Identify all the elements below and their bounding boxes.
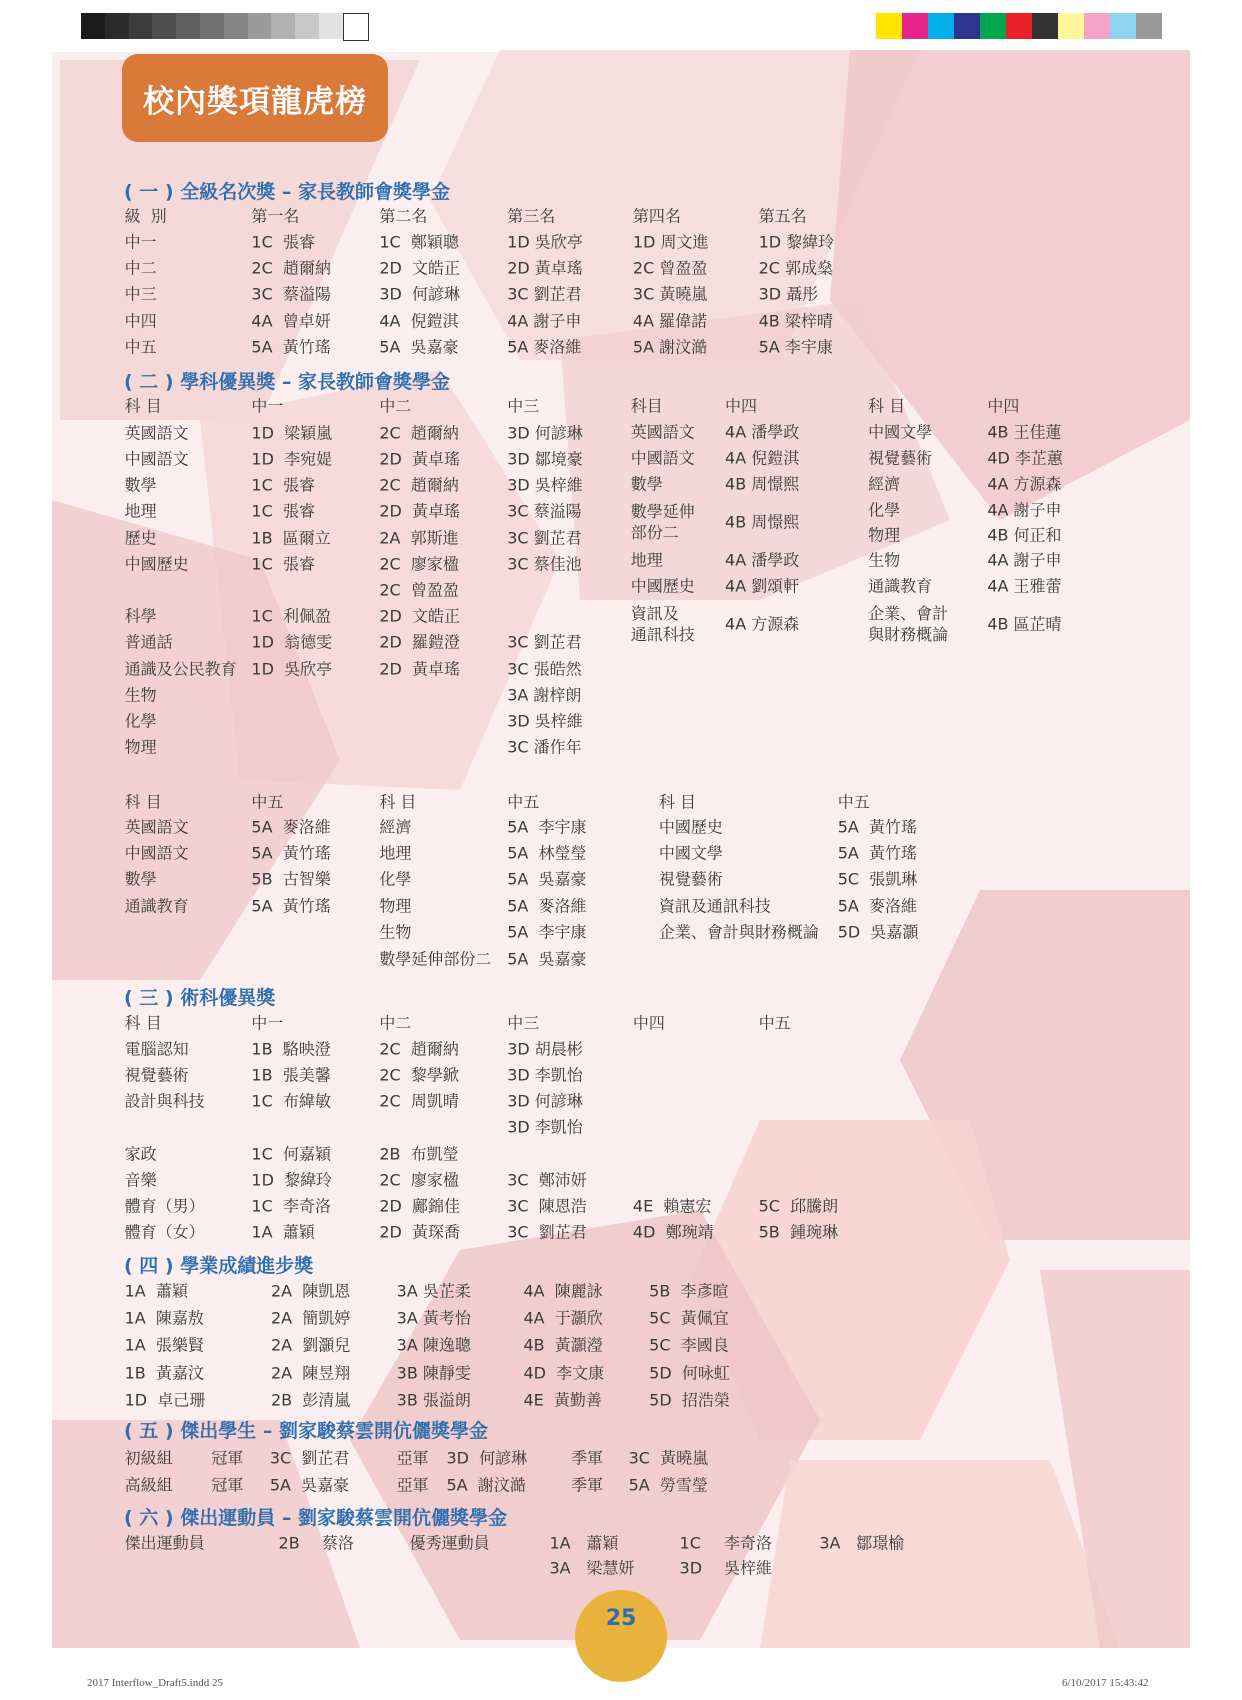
table-cell: 資訊及通訊科技 [658,896,771,916]
table-cell: 5D 吳嘉灝 [837,922,919,942]
table-cell: 5A 黃竹瑤 [837,817,918,837]
table-cell: 3D 李凱怡 [507,1065,583,1085]
table-cell: 2D 黃卓瑤 [507,258,583,278]
table-cell: 1B 黃嘉汶 [124,1363,204,1383]
section-title-arts-excellence: ( 三 ) 術科優異獎 [124,987,276,1009]
table-cell: 2C 曾盈盈 [379,580,459,600]
table-cell: 2D 鄺錦佳 [379,1196,460,1216]
table-cell: 1C 何嘉穎 [251,1144,331,1164]
table-cell: 化學 [868,500,901,520]
gray-swatch [224,13,248,39]
table-cell: 地理 [379,843,412,863]
table-cell: 英國語文 [124,817,189,837]
table-cell: 亞軍 [396,1448,429,1468]
table-cell: 5B 鍾琬琳 [758,1222,838,1242]
table-cell: 4E 黃勤善 [523,1390,602,1410]
table-header-cell: 中四 [632,1013,665,1033]
table-cell: 中國語文 [124,843,189,863]
section-title-outstanding-student: ( 五 ) 傑出學生 – 劉家駿蔡雲開伉儷獎學金 [124,1420,488,1442]
table-cell: 生物 [379,922,412,942]
table-cell: 3D [679,1558,703,1578]
table-cell: 2C 周凱晴 [379,1091,459,1111]
table-cell: 2B [278,1533,300,1553]
table-cell: 5A 謝汶澔 [446,1475,526,1495]
table-cell: 中三 [124,284,157,304]
color-swatch [1032,13,1058,39]
table-cell: 吳梓維 [723,1558,772,1578]
table-header-cell: 中二 [379,1013,412,1033]
table-cell: 亞軍 [396,1475,429,1495]
table-cell: 1C 張睿 [251,501,315,521]
table-cell: 4B 梁梓晴 [758,311,833,331]
color-swatch [902,13,928,39]
table-cell: 1A 蕭穎 [124,1281,188,1301]
table-cell: 數學 [630,474,663,494]
table-cell: 視覺藝術 [124,1065,189,1085]
table-cell: 2C 黎學鍁 [379,1065,459,1085]
table-cell: 體育（男） [124,1196,205,1216]
table-cell: 1C 張睿 [251,475,315,495]
table-cell: 3C 蔡溢陽 [507,501,582,521]
table-cell: 1D 吳欣亭 [507,232,583,252]
table-cell: 化學 [124,711,157,731]
table-header-cell: 中五 [507,792,540,812]
table-cell: 3C 黃曉嵐 [632,284,708,304]
table-cell: 3D 吳梓維 [507,475,583,495]
table-cell: 通識教育 [868,576,933,596]
table-cell: 3C 蔡佳池 [507,554,582,574]
table-cell: 蔡洛 [321,1533,354,1553]
table-cell: 3C 劉芷君 [507,632,582,652]
page-title: 校內獎項龍虎榜 [122,54,388,142]
table-cell: 5A 吳嘉豪 [507,949,587,969]
table-cell: 5A 黃竹瑤 [251,896,331,916]
table-cell: 英國語文 [630,422,695,442]
table-cell: 梁慧妍 [586,1558,635,1578]
table-cell: 4B 周憬熙 [725,512,800,532]
table-cell: 英國語文 [124,423,189,443]
table-cell: 3D 聶彤 [758,284,819,304]
table-cell: 2A 劉灝兒 [270,1335,351,1355]
table-header-cell: 第二名 [379,206,428,226]
table-cell: 1D 黎緯玲 [251,1170,333,1190]
table-cell: 5A 李宇康 [758,337,833,357]
color-swatch [1084,13,1110,39]
table-header-cell: 中一 [251,396,284,416]
table-cell: 4A 方源森 [987,474,1062,494]
table-cell: 企業、會計 與財務概論 [868,604,949,645]
table-cell: 季軍 [571,1475,604,1495]
table-header-cell: 中五 [251,792,284,812]
table-cell: 5C 李國良 [649,1335,729,1355]
table-cell: 3A [819,1533,841,1553]
table-cell: 1C 李奇洛 [251,1196,331,1216]
table-cell: 3C 劉芷君 [507,528,582,548]
table-cell: 3D 胡晨彬 [507,1039,583,1059]
table-cell: 4A 劉頌軒 [725,576,800,596]
gray-swatch [295,13,319,39]
table-cell: 物理 [868,525,901,545]
table-cell: 2B 布凱瑩 [379,1144,459,1164]
footer-timestamp: 6/10/2017 15:43:42 [1062,1677,1149,1689]
table-cell: 4A 潘學政 [725,550,800,570]
table-cell: 通識教育 [124,896,189,916]
table-cell: 3C 陳恩浩 [507,1196,587,1216]
table-cell: 數學 [124,869,157,889]
table-cell: 2D 文皓正 [379,258,460,278]
gray-swatch [129,13,153,39]
table-cell: 2C 廖家楹 [379,554,459,574]
table-header-cell: 第一名 [251,206,300,226]
table-cell: 地理 [630,550,663,570]
table-cell: 物理 [124,737,157,757]
table-cell: 2D 黃卓瑤 [379,659,460,679]
table-cell: 3C 蔡溢陽 [251,284,331,304]
table-cell: 歷史 [124,528,157,548]
table-cell: 4A 陳麗詠 [523,1281,603,1301]
table-cell: 生物 [868,550,901,570]
table-cell: 3D 鄒境豪 [507,449,583,469]
table-cell: 1D 李宛媞 [251,449,333,469]
gray-swatch [319,13,343,39]
section-title-progress-award: ( 四 ) 學業成績進步獎 [124,1255,314,1277]
gray-swatch [152,13,176,39]
table-header-cell: 中五 [758,1013,791,1033]
table-cell: 2C 曾盈盈 [632,258,708,278]
table-cell: 1B 張美馨 [251,1065,331,1085]
page-number: 25 [575,1590,667,1682]
table-cell: 中國歷史 [124,554,189,574]
table-cell: 4B 王佳蓮 [987,422,1062,442]
gray-swatch [343,13,369,41]
table-cell: 4D 李文康 [523,1363,605,1383]
table-cell: 5B 古智樂 [251,869,331,889]
table-cell: 1C 張睿 [251,232,315,252]
table-cell: 視覺藝術 [868,448,933,468]
table-cell: 物理 [379,896,412,916]
table-header-cell: 中四 [725,396,758,416]
table-cell: 1A [549,1533,571,1553]
table-cell: 5A 黃竹瑤 [251,843,331,863]
table-cell: 3D 何諺琳 [507,423,583,443]
table-cell: 4B 周憬熙 [725,474,800,494]
table-cell: 4A 曾卓妍 [251,311,331,331]
table-cell: 2C 郭成燊 [758,258,834,278]
table-cell: 1A 陳嘉敖 [124,1308,204,1328]
gray-swatch [105,13,129,39]
table-cell: 科學 [124,606,157,626]
table-cell: 傑出運動員 [124,1533,205,1553]
table-cell: 4E 賴憲宏 [632,1196,712,1216]
color-swatch [876,13,902,39]
table-cell: 5C 張凱琳 [837,869,918,889]
table-cell: 2C 趙爾納 [379,423,459,443]
table-cell: 2C 廖家楹 [379,1170,459,1190]
table-cell: 中二 [124,258,157,278]
table-cell: 4A 謝子申 [987,550,1062,570]
table-header-cell: 科 目 [868,396,906,416]
table-cell: 3A 吳芷柔 [396,1281,471,1301]
table-cell: 4A 倪鎧淇 [725,448,800,468]
table-cell: 5A 黃竹瑤 [251,337,331,357]
table-cell: 冠軍 [211,1475,244,1495]
table-cell: 2A 簡凱婷 [270,1308,351,1328]
table-cell: 中國語文 [124,449,189,469]
table-header-cell: 中五 [837,792,870,812]
table-cell: 電腦認知 [124,1039,189,1059]
table-cell: 3C 劉芷君 [507,284,582,304]
table-cell: 地理 [124,501,157,521]
table-cell: 中國語文 [630,448,695,468]
table-cell: 5A 李宇康 [507,922,587,942]
table-cell: 中五 [124,337,157,357]
table-cell: 4A 謝子申 [507,311,582,331]
table-header-cell: 科 目 [124,396,162,416]
table-cell: 4D 鄭琬靖 [632,1222,714,1242]
table-cell: 企業、會計與財務概論 [658,922,819,942]
table-cell: 2C 趙爾納 [379,1039,459,1059]
table-cell: 1B 區爾立 [251,528,331,548]
table-cell: 3D 何諺琳 [507,1091,583,1111]
table-cell: 3A 謝梓朗 [507,685,582,705]
footer-file-label: 2017 Interflow_Draft5.indd 25 [87,1677,223,1689]
gray-swatch [81,13,105,39]
table-cell: 5C 黃佩宜 [649,1308,729,1328]
table-header-cell: 級 別 [124,206,167,226]
table-cell: 中一 [124,232,157,252]
gray-swatch [248,13,272,39]
table-cell: 1D 周文進 [632,232,709,252]
table-cell: 中國文學 [868,422,933,442]
table-cell: 經濟 [868,474,901,494]
table-cell: 2D 文皓正 [379,606,460,626]
table-cell: 通識及公民教育 [124,659,237,679]
gray-swatch [271,13,295,39]
table-cell: 1A 張樂賢 [124,1335,204,1355]
table-cell: 3A 陳逸聰 [396,1335,471,1355]
table-header-cell: 中二 [379,396,412,416]
table-cell: 2D 黃卓瑤 [379,501,460,521]
table-header-cell: 科 目 [124,792,162,812]
table-cell: 李奇洛 [723,1533,772,1553]
table-cell: 3B 張溢朗 [396,1390,471,1410]
table-cell: 生物 [124,685,157,705]
table-cell: 1D 翁德雯 [251,632,333,652]
table-header-cell: 中三 [507,396,540,416]
color-swatch [954,13,980,39]
table-cell: 5A 李宇康 [507,817,587,837]
table-header-cell: 第三名 [507,206,556,226]
color-swatch [1006,13,1032,39]
table-cell: 冠軍 [211,1448,244,1468]
table-cell: 3B 陳靜雯 [396,1363,471,1383]
table-cell: 5A 林瑩瑩 [507,843,587,863]
table-cell: 2D 黃卓瑤 [379,449,460,469]
table-header-cell: 科 目 [379,792,417,812]
table-cell: 2A 郭斯進 [379,528,459,548]
table-cell: 5A 勞雪瑩 [628,1475,708,1495]
table-header-cell: 中一 [251,1013,284,1033]
table-cell: 5A 麥洛維 [507,337,582,357]
color-swatch [1136,13,1162,39]
table-cell: 季軍 [571,1448,604,1468]
table-cell: 5D 招浩榮 [649,1390,730,1410]
table-cell: 3A [549,1558,571,1578]
table-cell: 5B 李彥暄 [649,1281,729,1301]
table-cell: 4A 方源森 [725,614,800,634]
color-swatch [980,13,1006,39]
table-cell: 1B 駱映澄 [251,1039,331,1059]
table-cell: 3D 何諺琳 [379,284,460,304]
table-cell: 4B 區芷晴 [987,614,1062,634]
table-cell: 數學 [124,475,157,495]
table-cell: 1A 蕭穎 [251,1222,315,1242]
table-cell: 1C 布緯敏 [251,1091,331,1111]
table-cell: 5A 麥洛維 [837,896,918,916]
table-cell: 3D 吳梓維 [507,711,583,731]
table-cell: 4A 羅偉諾 [632,311,708,331]
table-cell: 2B 彭清嵐 [270,1390,351,1410]
table-cell: 3C 潘作年 [507,737,582,757]
table-cell: 高級組 [124,1475,173,1495]
table-cell: 3C 鄭沛妍 [507,1170,587,1190]
table-cell: 1C [679,1533,701,1553]
table-cell: 數學延伸部份二 [379,949,492,969]
table-cell: 4A 王雅蕾 [987,576,1062,596]
table-cell: 5C 邱騰朗 [758,1196,839,1216]
table-cell: 5D 何咏虹 [649,1363,730,1383]
table-cell: 優秀運動員 [409,1533,490,1553]
table-cell: 中國歷史 [658,817,723,837]
table-header-cell: 第四名 [632,206,681,226]
color-swatch [1058,13,1084,39]
table-cell: 4B 何正和 [987,525,1062,545]
table-cell: 3D 何諺琳 [446,1448,528,1468]
table-cell: 音樂 [124,1170,157,1190]
section-title-subject-excellence: ( 二 ) 學科優異獎 – 家長教師會獎學金 [124,371,450,393]
section-title-outstanding-athlete: ( 六 ) 傑出運動員 – 劉家駿蔡雲開伉儷獎學金 [124,1507,507,1529]
table-cell: 設計與科技 [124,1091,205,1111]
table-cell: 蕭穎 [586,1533,619,1553]
table-cell: 2A 陳昱翔 [270,1363,351,1383]
table-cell: 中國文學 [658,843,723,863]
table-cell: 化學 [379,869,412,889]
table-cell: 3C 劉芷君 [269,1448,350,1468]
table-cell: 1C 張睿 [251,554,315,574]
table-cell: 1C 利佩盈 [251,606,331,626]
table-header-cell: 中四 [987,396,1020,416]
table-cell: 中國歷史 [630,576,695,596]
table-cell: 初級組 [124,1448,173,1468]
table-cell: 5A 吳嘉豪 [507,869,587,889]
table-cell: 2D 黃琛喬 [379,1222,460,1242]
table-cell: 2A 陳凱恩 [270,1281,351,1301]
table-cell: 2C 趙爾納 [251,258,331,278]
table-cell: 3A 黃考怡 [396,1308,471,1328]
table-cell: 1D 卓己珊 [124,1390,206,1410]
table-cell: 3C 黃曉嵐 [628,1448,709,1468]
table-cell: 視覺藝術 [658,869,723,889]
gray-swatch [176,13,200,39]
table-header-cell: 科目 [630,396,663,416]
table-cell: 5A 吳嘉豪 [379,337,459,357]
table-cell: 1D 黎緯玲 [758,232,835,252]
table-cell: 1D 吳欣亭 [251,659,333,679]
table-cell: 資訊及 通訊科技 [630,604,695,645]
table-cell: 4A 謝子申 [987,500,1062,520]
section-title-overall-ranking: ( 一 ) 全級名次獎 – 家長教師會獎學金 [124,181,450,203]
table-cell: 3D 李凱怡 [507,1117,583,1137]
table-cell: 2C 趙爾納 [379,475,459,495]
table-cell: 1D 梁穎嵐 [251,423,333,443]
table-cell: 5A 黃竹瑤 [837,843,918,863]
table-cell: 4A 倪鎧淇 [379,311,459,331]
table-cell: 體育（女） [124,1222,205,1242]
color-swatch [1110,13,1136,39]
table-cell: 家政 [124,1144,157,1164]
table-cell: 4A 潘學政 [725,422,800,442]
table-cell: 5A 吳嘉豪 [269,1475,350,1495]
table-cell: 4A 于灝欣 [523,1308,603,1328]
table-cell: 1C 鄭穎聰 [379,232,459,252]
table-cell: 經濟 [379,817,412,837]
table-cell: 3C 劉芷君 [507,1222,587,1242]
table-cell: 普通話 [124,632,173,652]
table-cell: 3C 張皓然 [507,659,582,679]
table-cell: 5A 麥洛維 [251,817,331,837]
table-cell: 5A 麥洛維 [507,896,587,916]
table-cell: 4D 李芷蕙 [987,448,1063,468]
table-cell: 5A 謝汶澔 [632,337,708,357]
table-cell: 4B 黃灝瀅 [523,1335,603,1355]
table-cell: 2D 羅鎧澄 [379,632,460,652]
table-header-cell: 中三 [507,1013,540,1033]
table-header-cell: 科 目 [658,792,697,812]
color-swatch [928,13,954,39]
table-cell: 鄒璟榆 [856,1533,905,1553]
table-header-cell: 科 目 [124,1013,162,1033]
table-header-cell: 第五名 [758,206,807,226]
table-cell: 數學延伸 部份二 [630,502,695,543]
gray-swatch [200,13,224,39]
table-cell: 中四 [124,311,157,331]
